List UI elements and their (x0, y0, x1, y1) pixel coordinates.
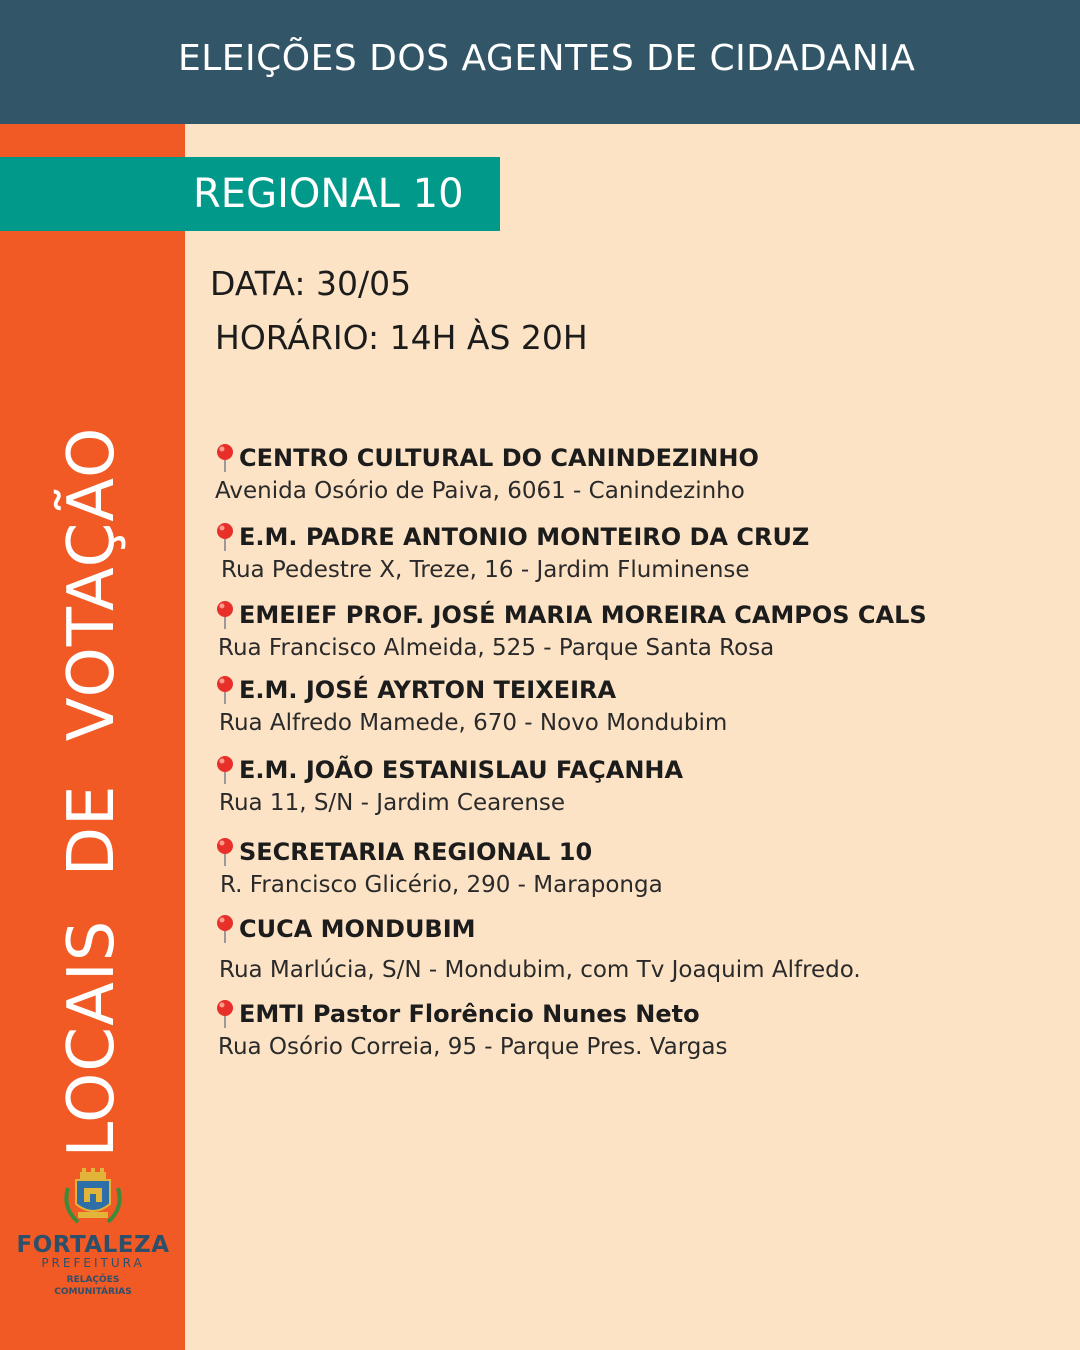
map-pin-icon (215, 443, 235, 473)
logo-department-line1: RELAÇÕES (66, 1275, 120, 1285)
location-address: Rua Osório Correia, 95 - Parque Pres. Vargas (218, 1034, 728, 1060)
map-pin-icon (215, 675, 235, 705)
location-name: E.M. PADRE ANTONIO MONTEIRO DA CRUZ (239, 523, 810, 551)
event-time: HORÁRIO: 14H ÀS 20H (215, 318, 588, 357)
location-name: E.M. JOÃO ESTANISLAU FAÇANHA (239, 756, 684, 784)
map-pin-icon (215, 914, 235, 944)
location-item (215, 754, 683, 816)
event-date: DATA: 30/05 (210, 264, 412, 303)
location-name: E.M. JOSÉ AYRTON TEIXEIRA (239, 676, 617, 704)
location-address: Rua Alfredo Mamede, 670 - Novo Mondubim (219, 710, 728, 736)
logo-city: FORTALEZA (16, 1232, 170, 1258)
region-banner (0, 157, 500, 231)
header-title: ELEIÇÕES DOS AGENTES DE CIDADANIA (178, 38, 916, 79)
location-item (215, 599, 927, 661)
map-pin-icon (215, 755, 235, 785)
location-item (215, 998, 727, 1060)
location-address: Rua Pedestre X, Treze, 16 - Jardim Fluminense (221, 557, 750, 583)
map-pin-icon (215, 999, 235, 1029)
header-bar (0, 0, 1080, 124)
sidebar (0, 124, 185, 1350)
location-item (215, 442, 759, 504)
location-address: Avenida Osório de Paiva, 6061 - Canindezinho (215, 478, 745, 504)
location-name: CUCA MONDUBIM (239, 915, 476, 943)
location-address: Rua Francisco Almeida, 525 - Parque Santa Rosa (218, 635, 775, 661)
location-item (215, 836, 663, 898)
region-label: REGIONAL 10 (193, 171, 464, 217)
location-address: Rua 11, S/N - Jardim Cearense (219, 790, 566, 816)
location-item (215, 521, 809, 583)
map-pin-icon (215, 600, 235, 630)
map-pin-icon (215, 837, 235, 867)
location-address: Rua Marlúcia, S/N - Mondubim, com Tv Joaquim Alfredo. (219, 957, 861, 983)
location-item (215, 674, 727, 736)
location-item (215, 913, 861, 983)
logo-subtitle: PREFEITURA (41, 1256, 145, 1270)
vertical-title: LOCAIS DE VOTAÇÃO (55, 426, 129, 1158)
prefeitura-logo (8, 1168, 178, 1298)
logo-department-line2: COMUNITÁRIAS (54, 1287, 132, 1297)
location-name: EMTI Pastor Florêncio Nunes Neto (239, 1000, 700, 1028)
location-address: R. Francisco Glicério, 290 - Maraponga (220, 872, 663, 898)
city-crest-icon (58, 1168, 128, 1228)
location-name: EMEIEF PROF. JOSÉ MARIA MOREIRA CAMPOS CALS (239, 601, 927, 629)
location-name: CENTRO CULTURAL DO CANINDEZINHO (239, 444, 759, 472)
location-name: SECRETARIA REGIONAL 10 (239, 838, 593, 866)
map-pin-icon (215, 522, 235, 552)
